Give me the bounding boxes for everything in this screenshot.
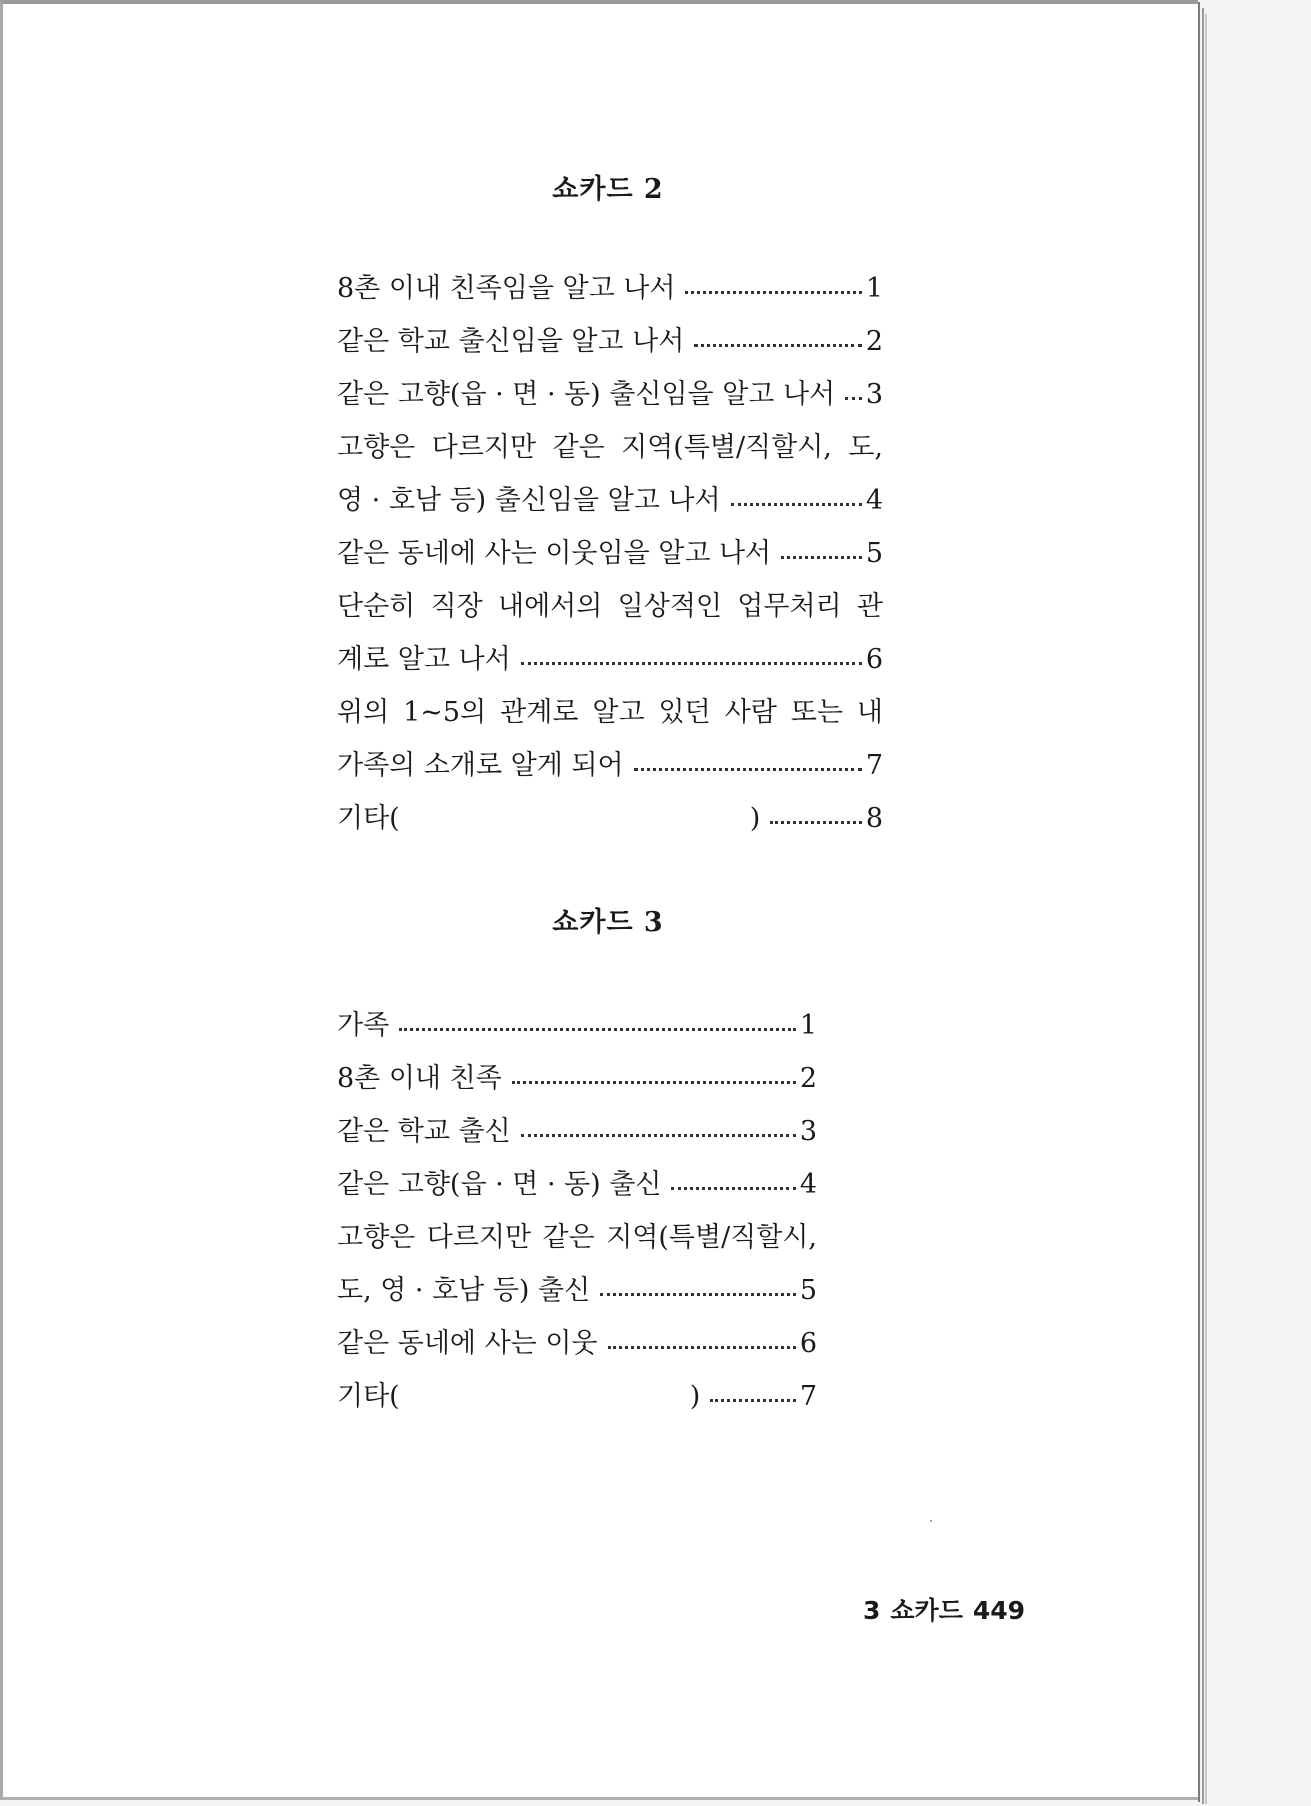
list-item [337, 315, 883, 368]
item-text: 위의 1~5의 관계로 알고 있던 사람 또는 내 [337, 697, 883, 728]
showcard-2-list [337, 262, 883, 845]
leader-dots [521, 654, 862, 665]
scan-speck [930, 1520, 932, 1522]
list-item [337, 792, 883, 845]
list-item [337, 262, 883, 315]
list-item [337, 421, 883, 474]
leader-dots [634, 760, 862, 771]
item-code: 4 [865, 485, 883, 516]
item-text: 8촌 이내 친족 [337, 1063, 502, 1094]
footer-chapter: 3 [863, 1596, 881, 1625]
leader-dots [521, 1126, 796, 1137]
item-code: 3 [865, 379, 883, 410]
page-edge [1205, 14, 1207, 1804]
item-text: 같은 고향(읍 · 면 · 동) 출신임을 알고 나서 [337, 379, 836, 410]
item-code: 7 [865, 750, 883, 781]
item-text: 같은 학교 출신 [337, 1116, 511, 1147]
item-text: 영 · 호남 등) 출신임을 알고 나서 [337, 485, 721, 516]
leader-dots [512, 1073, 796, 1084]
item-code: 4 [799, 1169, 817, 1200]
leader-dots [608, 1338, 796, 1349]
item-text: 8촌 이내 친족임을 알고 나서 [337, 273, 676, 304]
list-item [337, 633, 883, 686]
list-item [337, 527, 883, 580]
item-code: 8 [865, 803, 883, 834]
item-text: 같은 고향(읍 · 면 · 동) 출신 [337, 1169, 662, 1200]
item-code: 1 [799, 1010, 817, 1041]
item-code: 6 [865, 644, 883, 675]
list-item [337, 474, 883, 527]
page-footer [863, 1591, 1035, 1627]
footer-section: 쇼카드 [890, 1596, 963, 1625]
list-item [337, 1105, 817, 1158]
leader-dots [685, 283, 861, 294]
showcard-3-list [337, 999, 817, 1423]
list-item [337, 1211, 817, 1264]
leader-dots [671, 1179, 795, 1190]
showcard-2-title: 쇼카드 2 [552, 174, 664, 205]
item-close-paren: ) [689, 1381, 701, 1412]
item-text: 단순히 직장 내에서의 일상적인 업무처리 관 [337, 591, 883, 622]
item-text: 고향은 다르지만 같은 지역(특별/직할시, [337, 1222, 817, 1253]
list-item [337, 1264, 817, 1317]
leader-dots [710, 1391, 796, 1402]
list-item [337, 686, 883, 739]
item-text: 기타( [337, 1381, 400, 1412]
item-text: 고향은 다르지만 같은 지역(특별/직할시, 도, [337, 432, 883, 463]
leader-dots [694, 336, 861, 347]
item-text: 가족 [337, 1010, 390, 1041]
list-item [337, 580, 883, 633]
item-close-paren: ) [749, 803, 761, 834]
item-code: 2 [799, 1063, 817, 1094]
page-edge [1198, 2, 1200, 1802]
page-edge [1202, 8, 1204, 1804]
leader-dots [731, 495, 862, 506]
item-code: 2 [865, 326, 883, 357]
list-item [337, 739, 883, 792]
list-item [337, 999, 817, 1052]
page-number: 449 [972, 1596, 1026, 1625]
item-text: 기타( [337, 803, 400, 834]
item-code: 3 [799, 1116, 817, 1147]
item-code: 5 [865, 538, 883, 569]
list-item [337, 368, 883, 421]
item-text: 같은 학교 출신임을 알고 나서 [337, 326, 685, 357]
item-code: 7 [799, 1381, 817, 1412]
list-item [337, 1052, 817, 1105]
leader-dots [600, 1285, 796, 1296]
item-text: 계로 알고 나서 [337, 644, 511, 675]
showcard-3-title: 쇼카드 3 [552, 907, 664, 938]
leader-dots [845, 389, 862, 400]
list-item [337, 1158, 817, 1211]
leader-dots [399, 1020, 796, 1031]
item-text: 가족의 소개로 알게 되어 [337, 750, 624, 781]
list-item [337, 1317, 817, 1370]
list-item [337, 1370, 817, 1423]
item-text: 도, 영 · 호남 등) 출신 [337, 1275, 591, 1306]
leader-dots [781, 548, 862, 559]
item-code: 6 [799, 1328, 817, 1359]
item-code: 1 [865, 273, 883, 304]
item-code: 5 [799, 1275, 817, 1306]
item-text: 같은 동네에 사는 이웃 [337, 1328, 598, 1359]
leader-dots [770, 813, 862, 824]
item-text: 같은 동네에 사는 이웃임을 알고 나서 [337, 538, 772, 569]
